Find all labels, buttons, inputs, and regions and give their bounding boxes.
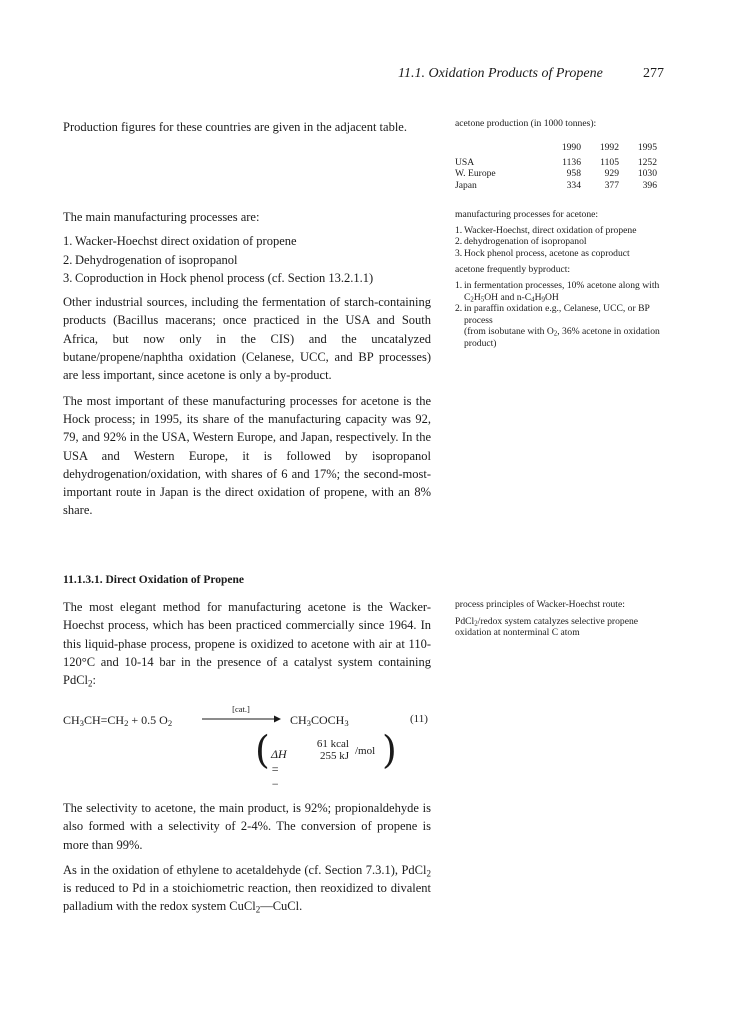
intro-paragraph: Production figures for these countries are given in the adjacent table. <box>63 120 407 134</box>
table-caption: acetone production (in 1000 tonnes): <box>455 118 597 129</box>
side-heading: process principles of Wacker-Hoechst route: <box>455 599 625 610</box>
table-row: USA 1136 1105 1252 <box>455 157 657 168</box>
section-paragraph: The most elegant method for manufacturing acetone is the Wacker-Hoechst process, which has been practiced commercially since 1964. In this liquid-phase process, propene is oxidized to acetone with air at 110-120°C and 10-14 bar in the presence of a catalyst system containing PdCl$_2$: <box>63 600 431 689</box>
enthalpy-kj: 255 kJ <box>319 750 349 762</box>
acetone-production-table-block <box>455 118 668 191</box>
selectivity-paragraph: The selectivity to acetone, the main product, is 92%; propionaldehyde is also formed with a selectivity of 2-4%. The conversion of propene is more than 99%. <box>63 801 431 852</box>
table-row: W. Europe 958 929 1030 <box>455 168 657 180</box>
enthalpy-label: ΔH = − <box>271 747 287 791</box>
year-header: 1992 <box>599 141 619 153</box>
acetone-production-table <box>455 142 657 192</box>
list-item: 2. Dehydrogenation of isopropanol <box>63 252 238 267</box>
processes-list <box>63 232 431 287</box>
right-paren: ) <box>382 728 397 772</box>
running-header: 11.1. Oxidation Products of Propene <box>398 66 603 81</box>
list-item: 1. Wacker-Hoechst, direct oxidation of propene <box>455 224 637 236</box>
list-item: 2. in paraffin oxidation e.g., Celanese, UCC, or BP process (from isobutane with $O_2$, 36% acetone in oxidation product) <box>455 303 660 349</box>
table-row: Japan 334 377 396 <box>455 179 657 191</box>
catalyst-label: [cat.] <box>232 704 250 714</box>
processes-heading: The main manufacturing processes are: <box>63 210 260 224</box>
list-item: 1. Wacker-Hoechst direct oxidation of propene <box>63 234 297 249</box>
list-item: 2. dehydrogenation of isopropanol <box>455 236 587 248</box>
section-title: 11.1.3.1. Direct Oxidation of Propene <box>63 574 245 586</box>
table-header-row <box>455 142 657 153</box>
arrow-icon <box>200 714 282 724</box>
side-route-note <box>455 599 668 639</box>
pd-redox-paragraph: As in the oxidation of ethylene to acetaldehyde (cf. Section 7.3.1), PdCl$_2$ is reduced to Pd in a stoichiometric reaction, then reoxidized to divalent palladium with the redox system CuCl$_2$—CuCl. <box>63 862 431 915</box>
hock-process-paragraph: The most important of these manufacturing processes for acetone is the Hock process; in 1995, its share of the manufacturing capacity was 92, 79, and 92% in the USA, Western Europe, and Japan, respectively. In the USA and Western Europe, it is followed by isopropanol dehydrogenation/oxidation, with shares of 6 and 17%; the second-most-important route in Japan is the direct oxidation of propene, with an 8% share. <box>63 393 431 518</box>
page-number: 277 <box>643 66 664 81</box>
list-item: 3. Coproduction in Hock phenol process (cf. Section 13.2.1.1) <box>63 270 374 285</box>
enthalpy-kcal: 61 kcal <box>316 738 349 750</box>
side-route-text: PdCl$_2$/redox system catalyzes selective propene oxidation at nonterminal C atom <box>455 615 639 639</box>
equation-rhs: $CH_3COCH_3$ <box>290 713 349 729</box>
year-header: 1990 <box>561 141 581 153</box>
equation-lhs: $CH_3CH=CH_2 + 0.5$ $O_2$ <box>63 713 173 729</box>
enthalpy-unit: /mol <box>355 745 376 757</box>
side-heading: manufacturing processes for acetone: <box>455 209 599 220</box>
year-header: 1995 <box>637 141 657 153</box>
selectivity-section <box>63 799 431 916</box>
processes-section <box>63 208 431 520</box>
other-sources-paragraph: Other industrial sources, including the fermentation of starch-containing products (Bacillus macerans; once practiced in the USA and South Africa, but now only in the CIS) and the uncatalyzed butane/propene/naphtha oxidation (Celanese, UCC, and BP processes) are less important, since acetone is only a by-product. <box>63 295 431 383</box>
left-paren: ( <box>255 728 270 772</box>
side-manufacturing-note <box>455 209 668 350</box>
side-heading: acetone frequently byproduct: <box>455 264 571 276</box>
reaction-arrow <box>200 705 282 724</box>
equation-number: (11) <box>410 713 428 725</box>
list-item: 1. in fermentation processes, 10% acetone along with $C_2H_5OH$ and $n-C_4H_9OH$ <box>455 279 660 304</box>
list-item: 3. Hock phenol process, acetone as coproduct <box>455 247 630 259</box>
